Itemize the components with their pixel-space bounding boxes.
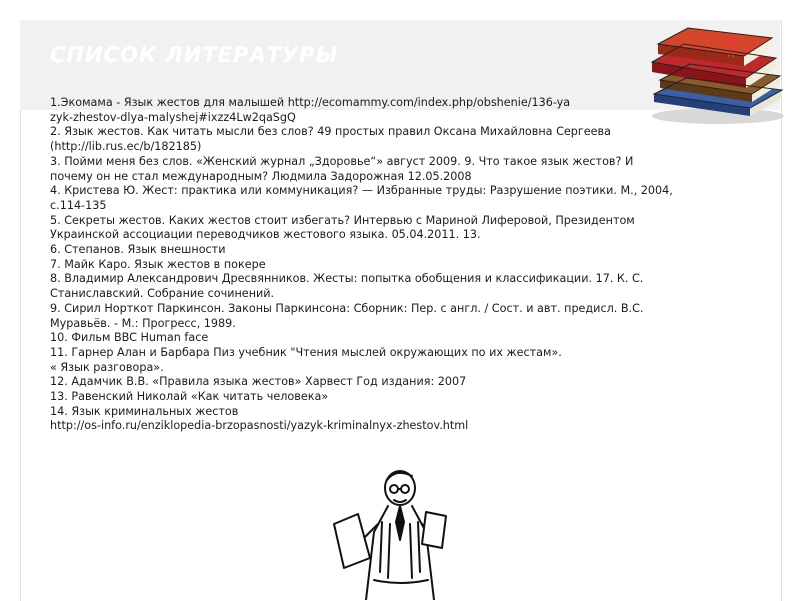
reference-line: 12. Адамчик В.В. «Правила языка жестов» Харвест Год издания: 2007: [50, 375, 467, 389]
reference-line: « Язык разговора».: [50, 360, 164, 374]
reference-line: Украинской ассоциации переводчиков жестового языка. 05.04.2011. 13.: [50, 228, 481, 242]
reference-line: 4. Кристева Ю. Жест: практика или коммуникация? — Избранные труды: Разрушение поэтики. М., 2004,: [50, 184, 673, 198]
slide-title: СПИСОК ЛИТЕРАТУРЫ: [50, 43, 339, 67]
reference-line: 10. Фильм BBC Human face: [50, 331, 209, 345]
reference-line: 11. Гарнер Алан и Барбара Пиз учебник "Чтения мыслей окружающих по их жестам».: [50, 345, 562, 359]
reference-line: 7. Майк Каро. Язык жестов в покере: [50, 257, 266, 271]
reference-line: 6. Степанов. Язык внешности: [50, 243, 226, 257]
reference-line: 5. Секреты жестов. Каких жестов стоит избегать? Интервью с Мариной Лиферовой, Президентом: [50, 213, 635, 227]
reference-line: Муравьёв. - М.: Прогресс, 1989.: [50, 316, 236, 330]
reference-line: 14. Язык криминальных жестов: [50, 404, 239, 418]
reference-line: (http://lib.rus.ec/b/182185): [50, 140, 202, 154]
reference-line: 3. Пойми меня без слов. «Женский журнал „Здоровье“» август 2009. 9. Что такое язык жестов? И: [50, 154, 634, 168]
reference-line: zyk-zhestov-dlya-malyshej#ixzz4Lw2qaSgQ: [50, 110, 296, 124]
reference-list: [50, 96, 690, 434]
reference-line: 9. Сирил Норткот Паркинсон. Законы Паркинсона: Сборник: Пер. с англ. / Сост. и авт. предисл. В.С.: [50, 301, 644, 315]
reading-man-illustration: [330, 462, 448, 600]
reference-line: с.114-135: [50, 198, 107, 212]
reference-line: 8. Владимир Александрович Дресвянников. Жесты: попытка обобщения и классификации. 17. К. С.: [50, 272, 644, 286]
reference-line: http://os-info.ru/enziklopedia-brzopasnosti/yazyk-kriminalnyx-zhestov.html: [50, 419, 469, 433]
reference-line: 2. Язык жестов. Как читать мысли без слов? 49 простых правил Оксана Михайловна Сергеева: [50, 125, 611, 139]
reference-line: Станиславский. Собрание сочинений.: [50, 287, 275, 301]
reference-line: почему он не стал международным? Людмила Задорожная 12.05.2008: [50, 169, 472, 183]
reference-line: 13. Равенский Николай «Как читать человека»: [50, 390, 329, 404]
reference-line: 1.Экомама - Язык жестов для малышей http://ecomammy.com/index.php/obshenie/136-ya: [50, 96, 571, 109]
book-stack-icon: [640, 8, 790, 126]
